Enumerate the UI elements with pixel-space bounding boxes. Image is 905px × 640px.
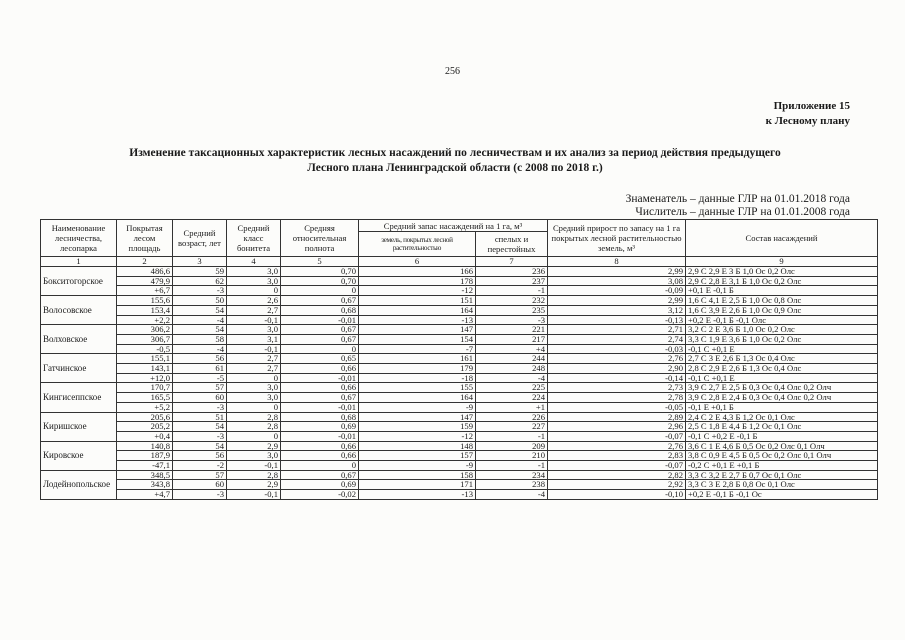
value-cell: 56	[173, 451, 227, 461]
value-cell: 153,4	[117, 305, 173, 315]
value-cell: +4,7	[117, 490, 173, 500]
value-cell: 178	[359, 276, 476, 286]
value-cell: 2,82	[548, 470, 686, 480]
value-cell: 0	[281, 286, 359, 296]
value-cell: -0,5	[117, 344, 173, 354]
value-cell: 0,66	[281, 441, 359, 451]
value-cell: 2,76	[548, 441, 686, 451]
value-cell: 237	[476, 276, 548, 286]
value-cell: 3,0	[227, 325, 281, 335]
value-cell: 159	[359, 422, 476, 432]
value-cell: 164	[359, 393, 476, 403]
table-row	[41, 276, 878, 286]
value-cell: 147	[359, 412, 476, 422]
value-cell: -3	[173, 431, 227, 441]
column-number: 9	[686, 257, 878, 267]
legend-denominator: Знаменатель – данные ГЛР на 01.01.2018 года	[625, 193, 850, 205]
value-cell: -4	[173, 344, 227, 354]
table-row	[41, 354, 878, 364]
table-body	[41, 267, 878, 500]
value-cell: 60	[173, 393, 227, 403]
table-row	[41, 315, 878, 325]
value-cell: -18	[359, 373, 476, 383]
value-cell: 2,92	[548, 480, 686, 490]
header-row-1	[41, 220, 878, 232]
value-cell: 56	[173, 354, 227, 364]
composition-cell: 3,3 С 3 Е 2,8 Б 0,8 Ос 0,1 Олс	[686, 480, 878, 490]
forestry-name: Лодейнопольское	[41, 470, 117, 499]
value-cell: 0,67	[281, 334, 359, 344]
value-cell: 61	[173, 364, 227, 374]
value-cell: 0	[227, 286, 281, 296]
header-area: Покрытая лесом площадь	[117, 220, 173, 257]
value-cell: 227	[476, 422, 548, 432]
value-cell: -0,02	[281, 490, 359, 500]
value-cell: -0,01	[281, 431, 359, 441]
value-cell: 2,99	[548, 296, 686, 306]
value-cell: +6,7	[117, 286, 173, 296]
value-cell: -9	[359, 402, 476, 412]
forestry-name: Кировское	[41, 441, 117, 470]
value-cell: 0,66	[281, 383, 359, 393]
value-cell: -0,07	[548, 431, 686, 441]
value-cell: 57	[173, 383, 227, 393]
value-cell: 54	[173, 325, 227, 335]
value-cell: -2	[173, 461, 227, 471]
value-cell: 3,0	[227, 276, 281, 286]
value-cell: 3,08	[548, 276, 686, 286]
value-cell: 0	[227, 431, 281, 441]
column-number: 8	[548, 257, 686, 267]
composition-cell: 3,3 С 1,9 Е 3,6 Б 1,0 Ос 0,2 Олс	[686, 334, 878, 344]
value-cell: 226	[476, 412, 548, 422]
value-cell: 248	[476, 364, 548, 374]
value-cell: 3,12	[548, 305, 686, 315]
composition-cell: 3,8 С 0,9 Е 4,5 Б 0,5 Ос 0,2 Олс 0,1 Олч	[686, 451, 878, 461]
table-row	[41, 286, 878, 296]
document-title	[60, 146, 850, 176]
table-row	[41, 422, 878, 432]
value-cell: 51	[173, 412, 227, 422]
header-stock-ripe: спелых и перестойных	[476, 232, 548, 257]
value-cell: 2,89	[548, 412, 686, 422]
header-density: Средняя относительная полнота	[281, 220, 359, 257]
value-cell: 0,70	[281, 276, 359, 286]
value-cell: -1	[476, 286, 548, 296]
value-cell: -0,07	[548, 461, 686, 471]
value-cell: -0,03	[548, 344, 686, 354]
value-cell: 235	[476, 305, 548, 315]
forestry-name: Волосовское	[41, 296, 117, 325]
value-cell: 2,8	[227, 412, 281, 422]
forestry-table	[40, 219, 878, 500]
value-cell: +12,0	[117, 373, 173, 383]
value-cell: 147	[359, 325, 476, 335]
value-cell: 164	[359, 305, 476, 315]
value-cell: 0,65	[281, 354, 359, 364]
composition-cell: -0,1 С +0,1 Е	[686, 344, 878, 354]
value-cell: 209	[476, 441, 548, 451]
value-cell: 232	[476, 296, 548, 306]
table-row	[41, 393, 878, 403]
value-cell: -0,13	[548, 315, 686, 325]
table-row	[41, 267, 878, 277]
value-cell: 179	[359, 364, 476, 374]
value-cell: -3	[173, 402, 227, 412]
composition-cell: 1,6 С 3,9 Е 2,6 Б 1,0 Ос 0,9 Олс	[686, 305, 878, 315]
value-cell: 148	[359, 441, 476, 451]
value-cell: 2,7	[227, 364, 281, 374]
value-cell: -47,1	[117, 461, 173, 471]
value-cell: -5	[173, 373, 227, 383]
table-row	[41, 412, 878, 422]
table-row	[41, 373, 878, 383]
legend-numerator: Числитель – данные ГЛР на 01.01.2008 года	[635, 206, 850, 218]
value-cell: -1	[476, 461, 548, 471]
composition-cell: 3,9 С 2,8 Е 2,4 Б 0,3 Ос 0,4 Олс 0,2 Олч	[686, 393, 878, 403]
column-number: 1	[41, 257, 117, 267]
composition-cell: +0,2 Е -0,1 Б -0,1 Ос	[686, 490, 878, 500]
value-cell: 0,66	[281, 451, 359, 461]
value-cell: 2,9	[227, 480, 281, 490]
composition-cell: -0,1 Е +0,1 Б	[686, 402, 878, 412]
value-cell: 2,90	[548, 364, 686, 374]
appendix-line-2: к Лесному плану	[765, 115, 850, 127]
value-cell: -0,1	[227, 461, 281, 471]
forestry-name: Бокситогорское	[41, 267, 117, 296]
value-cell: 343,8	[117, 480, 173, 490]
value-cell: 158	[359, 470, 476, 480]
value-cell: 157	[359, 451, 476, 461]
value-cell: 205,2	[117, 422, 173, 432]
table-row	[41, 441, 878, 451]
value-cell: -12	[359, 286, 476, 296]
composition-cell: 2,8 С 2,9 Е 2,6 Б 1,3 Ос 0,4 Олс	[686, 364, 878, 374]
value-cell: -0,09	[548, 286, 686, 296]
composition-cell: 2,9 С 2,9 Е 3 Б 1,0 Ос 0,2 Олс	[686, 267, 878, 277]
value-cell: 0	[227, 373, 281, 383]
value-cell: 155,1	[117, 354, 173, 364]
value-cell: 3,0	[227, 451, 281, 461]
value-cell: 0,66	[281, 364, 359, 374]
value-cell: 54	[173, 441, 227, 451]
table-row	[41, 383, 878, 393]
composition-cell: 3,3 С 3,2 Е 2,7 Б 0,7 Ос 0,1 Олс	[686, 470, 878, 480]
header-name: Наименование лесничества, лесопарка	[41, 220, 117, 257]
value-cell: 348,5	[117, 470, 173, 480]
composition-cell: -0,1 С +0,1 Е	[686, 373, 878, 383]
composition-cell: 3,9 С 2,7 Е 2,5 Б 0,3 Ос 0,4 Олс 0,2 Олч	[686, 383, 878, 393]
value-cell: 3,0	[227, 393, 281, 403]
composition-cell: 2,7 С 3 Е 2,6 Б 1,3 Ос 0,4 Олс	[686, 354, 878, 364]
header-growth: Средний прирост по запасу на 1 га покрытых лесной растительностью земель, м³	[548, 220, 686, 257]
value-cell: 205,6	[117, 412, 173, 422]
forestry-name: Гатчинское	[41, 354, 117, 383]
column-number: 5	[281, 257, 359, 267]
value-cell: -9	[359, 461, 476, 471]
column-number: 6	[359, 257, 476, 267]
value-cell: -4	[476, 373, 548, 383]
value-cell: -13	[359, 490, 476, 500]
value-cell: 0	[227, 402, 281, 412]
column-number: 2	[117, 257, 173, 267]
value-cell: 2,96	[548, 422, 686, 432]
composition-cell: 2,4 С 2 Е 4,3 Б 1,2 Ос 0,1 Олс	[686, 412, 878, 422]
value-cell: 0,67	[281, 470, 359, 480]
value-cell: 155,6	[117, 296, 173, 306]
value-cell: 166	[359, 267, 476, 277]
table-row	[41, 480, 878, 490]
value-cell: 234	[476, 470, 548, 480]
value-cell: -0,1	[227, 315, 281, 325]
value-cell: +2,2	[117, 315, 173, 325]
value-cell: 210	[476, 451, 548, 461]
title-line-1: Изменение таксационных характеристик лесных насаждений по лесничествам и их анализ за период действия предыдущего	[129, 147, 781, 159]
value-cell: 486,6	[117, 267, 173, 277]
value-cell: 2,9	[227, 441, 281, 451]
value-cell: 57	[173, 470, 227, 480]
value-cell: -4	[476, 490, 548, 500]
value-cell: 0,67	[281, 325, 359, 335]
value-cell: 2,76	[548, 354, 686, 364]
appendix-line-1: Приложение 15	[773, 100, 850, 112]
value-cell: 59	[173, 267, 227, 277]
header-bonitet: Средний класс бонитета	[227, 220, 281, 257]
column-number: 4	[227, 257, 281, 267]
value-cell: -0,01	[281, 373, 359, 383]
table-row	[41, 402, 878, 412]
column-number-row	[41, 257, 878, 267]
table-row	[41, 470, 878, 480]
value-cell: 62	[173, 276, 227, 286]
forestry-name: Волховское	[41, 325, 117, 354]
value-cell: +4	[476, 344, 548, 354]
value-cell: -0,01	[281, 402, 359, 412]
value-cell: 2,6	[227, 296, 281, 306]
value-cell: -3	[173, 490, 227, 500]
value-cell: -0,05	[548, 402, 686, 412]
title-line-2: Лесного плана Ленинградской области (с 2008 по 2018 г.)	[307, 162, 603, 174]
column-number: 7	[476, 257, 548, 267]
page-number: 256	[445, 66, 460, 77]
value-cell: 2,73	[548, 383, 686, 393]
value-cell: 171	[359, 480, 476, 490]
table-row	[41, 296, 878, 306]
value-cell: -0,01	[281, 315, 359, 325]
value-cell: 0	[281, 344, 359, 354]
value-cell: 154	[359, 334, 476, 344]
value-cell: 2,8	[227, 470, 281, 480]
value-cell: 2,7	[227, 354, 281, 364]
value-cell: -3	[173, 286, 227, 296]
forestry-name: Киришское	[41, 412, 117, 441]
value-cell: 221	[476, 325, 548, 335]
table-row	[41, 344, 878, 354]
value-cell: 238	[476, 480, 548, 490]
composition-cell: 3,2 С 2 Е 3,6 Б 1,0 Ос 0,2 Олс	[686, 325, 878, 335]
composition-cell: 2,5 С 1,8 Е 4,4 Б 1,2 Ос 0,1 Олс	[686, 422, 878, 432]
value-cell: 2,74	[548, 334, 686, 344]
value-cell: -13	[359, 315, 476, 325]
value-cell: 0,69	[281, 480, 359, 490]
value-cell: 3,0	[227, 267, 281, 277]
value-cell: 50	[173, 296, 227, 306]
composition-cell: +0,1 Е -0,1 Б	[686, 286, 878, 296]
value-cell: 54	[173, 422, 227, 432]
value-cell: 2,99	[548, 267, 686, 277]
value-cell: -0,10	[548, 490, 686, 500]
value-cell: 217	[476, 334, 548, 344]
value-cell: 0,68	[281, 305, 359, 315]
value-cell: 54	[173, 305, 227, 315]
value-cell: 2,78	[548, 393, 686, 403]
value-cell: +5,2	[117, 402, 173, 412]
value-cell: 143,1	[117, 364, 173, 374]
header-stock-group: Средний запас насаждений на 1 га, м³	[359, 220, 548, 232]
value-cell: -7	[359, 344, 476, 354]
value-cell: 3,0	[227, 383, 281, 393]
forestry-name: Кингисеппское	[41, 383, 117, 412]
composition-cell: -0,2 С +0,1 Е +0,1 Б	[686, 461, 878, 471]
composition-cell: 3,6 С 1 Е 4,6 Б 0,5 Ос 0,2 Олс 0,1 Олч	[686, 441, 878, 451]
composition-cell: 2,9 С 2,8 Е 3,1 Б 1,0 Ос 0,2 Олс	[686, 276, 878, 286]
composition-cell: +0,2 Е -0,1 Б -0,1 Олс	[686, 315, 878, 325]
header-stock-all: земель, покрытых лесной растительностью	[359, 232, 476, 257]
value-cell: 3,1	[227, 334, 281, 344]
value-cell: -1	[476, 431, 548, 441]
value-cell: 2,71	[548, 325, 686, 335]
value-cell: 0,68	[281, 412, 359, 422]
table-row	[41, 364, 878, 374]
value-cell: 161	[359, 354, 476, 364]
header-age: Средний возраст, лет	[173, 220, 227, 257]
table-row	[41, 490, 878, 500]
value-cell: 0,67	[281, 296, 359, 306]
value-cell: 58	[173, 334, 227, 344]
value-cell: 151	[359, 296, 476, 306]
value-cell: 0,70	[281, 267, 359, 277]
table-row	[41, 461, 878, 471]
value-cell: -12	[359, 431, 476, 441]
value-cell: 155	[359, 383, 476, 393]
composition-cell: 1,6 С 4,1 Е 2,5 Б 1,0 Ос 0,8 Олс	[686, 296, 878, 306]
value-cell: -0,14	[548, 373, 686, 383]
value-cell: 0	[281, 461, 359, 471]
value-cell: 187,9	[117, 451, 173, 461]
value-cell: 170,7	[117, 383, 173, 393]
value-cell: -4	[173, 315, 227, 325]
value-cell: -0,1	[227, 344, 281, 354]
table-row	[41, 431, 878, 441]
legend	[626, 193, 850, 219]
value-cell: 225	[476, 383, 548, 393]
value-cell: 244	[476, 354, 548, 364]
value-cell: -3	[476, 315, 548, 325]
table-row	[41, 451, 878, 461]
appendix-label	[766, 99, 850, 129]
value-cell: +0,4	[117, 431, 173, 441]
value-cell: 236	[476, 267, 548, 277]
value-cell: 140,8	[117, 441, 173, 451]
value-cell: 0,69	[281, 422, 359, 432]
composition-cell: -0,1 С +0,2 Е -0,1 Б	[686, 431, 878, 441]
value-cell: -0,1	[227, 490, 281, 500]
header-composition: Состав насаждений	[686, 220, 878, 257]
column-number: 3	[173, 257, 227, 267]
value-cell: 60	[173, 480, 227, 490]
table-row	[41, 325, 878, 335]
value-cell: 306,2	[117, 325, 173, 335]
table-row	[41, 305, 878, 315]
value-cell: 2,8	[227, 422, 281, 432]
value-cell: 0,67	[281, 393, 359, 403]
value-cell: 165,5	[117, 393, 173, 403]
value-cell: 2,7	[227, 305, 281, 315]
value-cell: 2,83	[548, 451, 686, 461]
value-cell: 306,7	[117, 334, 173, 344]
value-cell: +1	[476, 402, 548, 412]
value-cell: 479,9	[117, 276, 173, 286]
value-cell: 224	[476, 393, 548, 403]
table-row	[41, 334, 878, 344]
